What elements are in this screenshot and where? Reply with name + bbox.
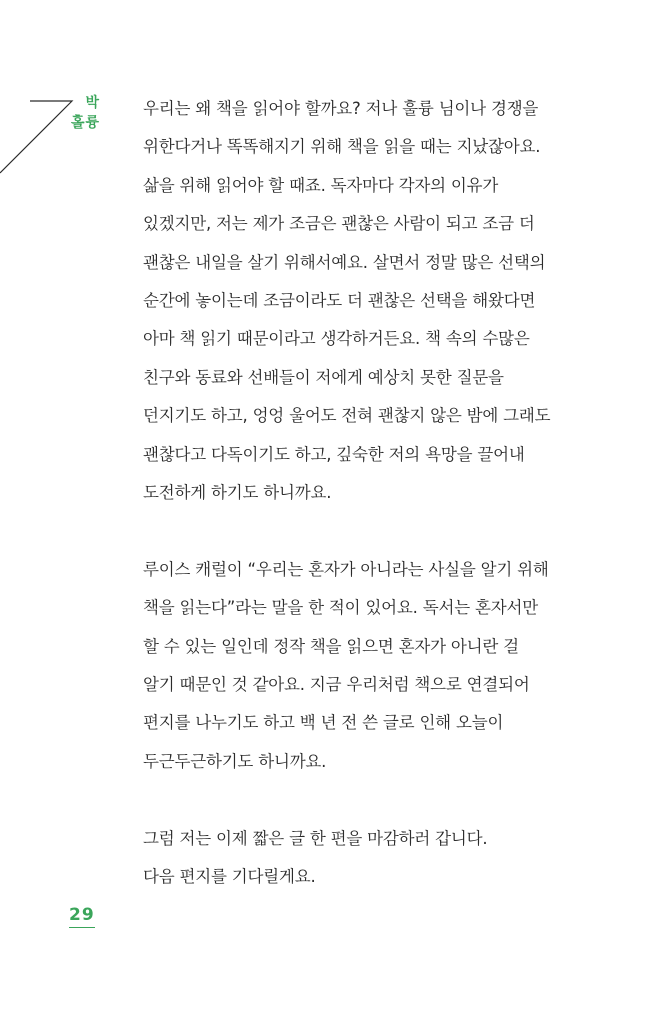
text-line: 책을 읽는다”라는 말을 한 적이 있어요. 독서는 혼자서만 — [143, 598, 538, 618]
text-line: 편지를 나누기도 하고 백 년 전 쓴 글로 인해 오늘이 — [143, 713, 504, 733]
text-line: 그럼 저는 이제 짧은 글 한 편을 마감하러 갑니다. — [143, 828, 488, 848]
text-line: 알기 때문인 것 같아요. 지금 우리처럼 책으로 연결되어 — [143, 675, 530, 695]
text-line: 루이스 캐럴이 “우리는 혼자가 아니라는 사실을 알기 위해 — [143, 559, 549, 579]
author-name — [60, 93, 100, 133]
text-line: 순간에 놓이는데 조금이라도 더 괜찮은 선택을 해왔다면 — [143, 291, 536, 311]
text-line: 던지기도 하고, 엉엉 울어도 전혀 괜찮지 않은 밤에 그래도 — [143, 406, 551, 426]
author-name-line2: 홀륭 — [70, 115, 100, 131]
text-line: 괜찮은 내일을 살기 위해서예요. 살면서 정말 많은 선택의 — [143, 252, 546, 272]
text-line: 아마 책 읽기 때문이라고 생각하거든요. 책 속의 수많은 — [143, 329, 530, 349]
letter-body — [143, 90, 583, 897]
text-line: 삶을 위해 읽어야 할 때죠. 독자마다 각자의 이유가 — [143, 175, 499, 195]
text-line: 친구와 동료와 선배들이 저에게 예상치 못한 질문을 — [143, 367, 504, 387]
paragraph-1 — [143, 90, 583, 512]
paragraph-spacer — [143, 512, 583, 550]
text-line: 할 수 있는 일인데 정작 책을 읽으면 혼자가 아니란 걸 — [143, 636, 519, 656]
author-name-line1: 박 — [85, 95, 100, 111]
paragraph-3 — [143, 820, 583, 897]
text-line: 괜찮다고 다독이기도 하고, 깊숙한 저의 욕망을 끌어내 — [143, 444, 525, 464]
text-line: 도전하게 하기도 하니까요. — [143, 483, 332, 503]
text-line: 우리는 왜 책을 읽어야 할까요? 저나 훌륭 님이나 경쟁을 — [143, 99, 539, 118]
text-line: 두근두근하기도 하니까요. — [143, 751, 327, 771]
paragraph-spacer — [143, 781, 583, 819]
text-line: 다음 편지를 기다릴게요. — [143, 867, 316, 887]
text-line: 위한다거나 똑똑해지기 위해 책을 읽을 때는 지났잖아요. — [143, 137, 541, 157]
text-line: 있겠지만, 저는 제가 조금은 괜찮은 사람이 되고 조금 더 — [143, 214, 535, 234]
page-number: 29 — [69, 905, 95, 928]
paragraph-2 — [143, 551, 583, 781]
